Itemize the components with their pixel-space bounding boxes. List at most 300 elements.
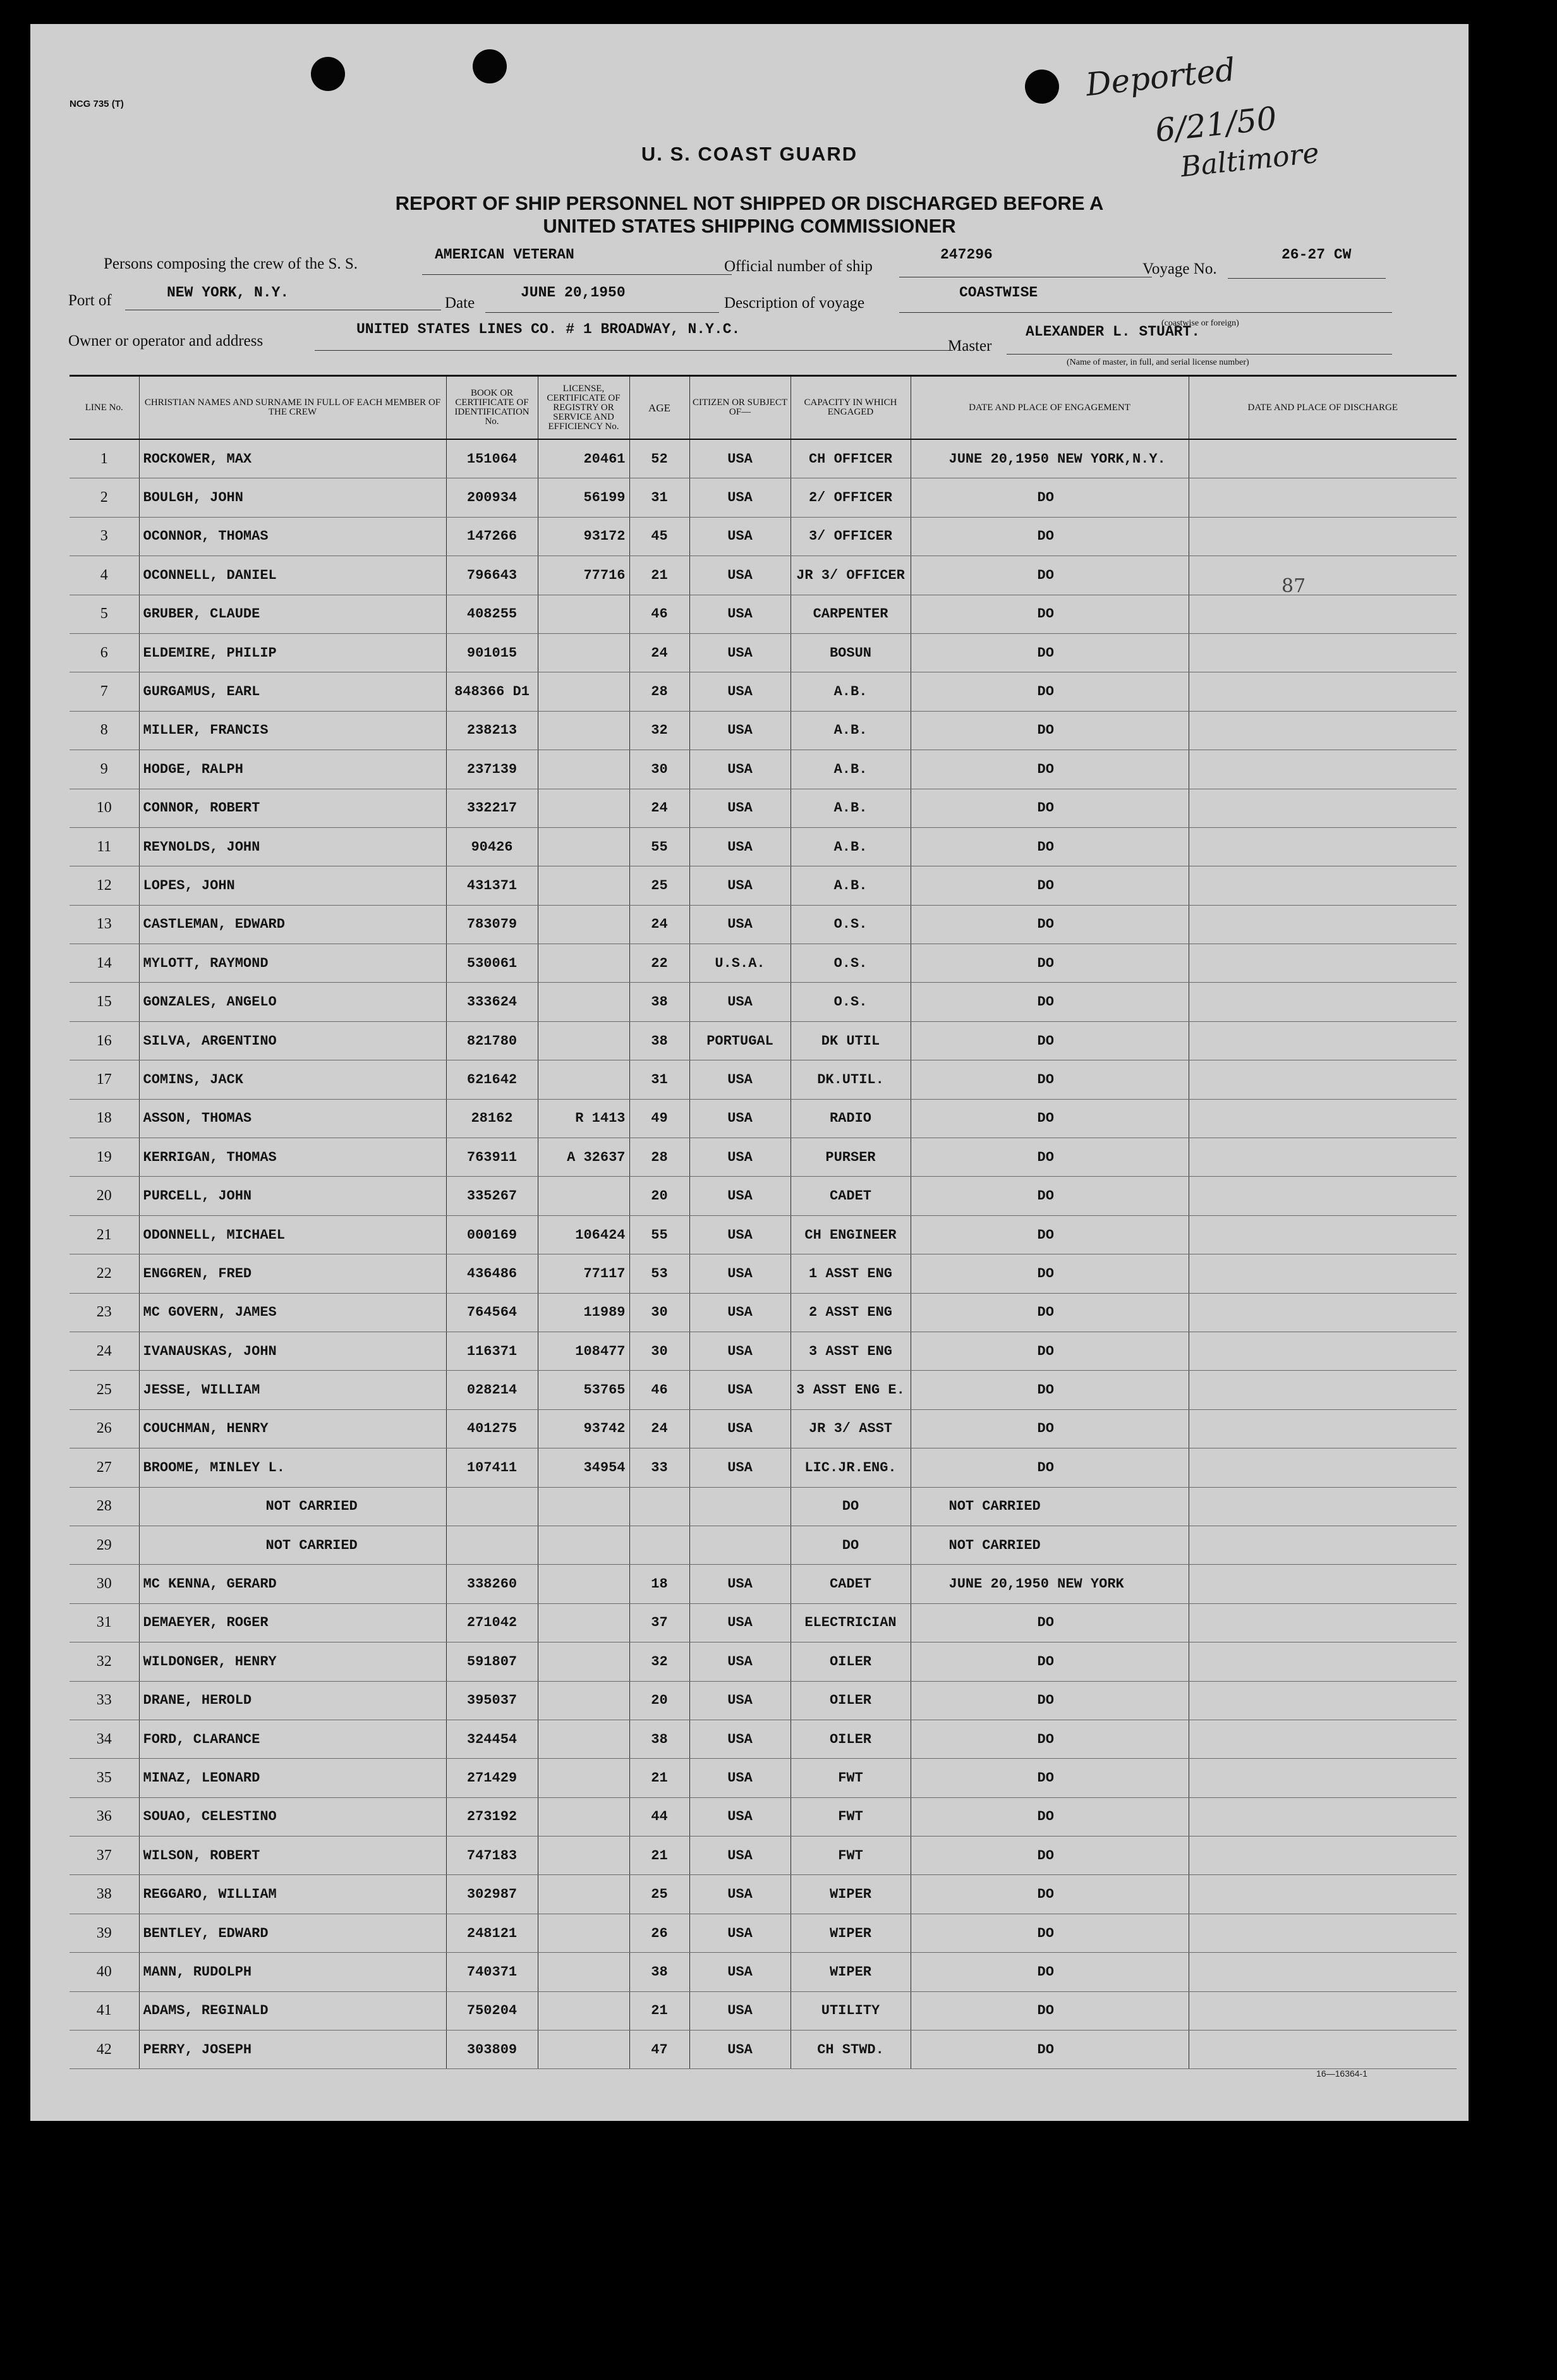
master-hint: (Name of master, in full, and serial license number) xyxy=(1067,358,1249,367)
crew-name-cell: WILSON, ROBERT xyxy=(139,1837,446,1875)
license-number-cell xyxy=(538,983,629,1021)
port-label: Port of xyxy=(68,292,112,309)
discharge-cell xyxy=(1189,1138,1457,1177)
table-row xyxy=(70,1138,1457,1177)
crew-name-cell: CASTLEMAN, EDWARD xyxy=(139,905,446,944)
age-cell: 21 xyxy=(629,1759,689,1797)
discharge-cell xyxy=(1189,1021,1457,1060)
book-number-cell: 783079 xyxy=(446,905,538,944)
age-cell: 44 xyxy=(629,1797,689,1836)
book-number-cell: 000169 xyxy=(446,1215,538,1254)
book-number-cell: 747183 xyxy=(446,1837,538,1875)
license-number-cell: 106424 xyxy=(538,1215,629,1254)
line-number-cell: 14 xyxy=(70,944,139,983)
table-row xyxy=(70,1293,1457,1332)
book-number-cell: 591807 xyxy=(446,1642,538,1681)
discharge-cell xyxy=(1189,1215,1457,1254)
crew-name-cell: NOT CARRIED xyxy=(139,1526,446,1564)
license-number-cell xyxy=(538,1837,629,1875)
book-number-cell xyxy=(446,1487,538,1526)
handwritten-place: Baltimore xyxy=(1178,137,1321,184)
discharge-cell xyxy=(1189,827,1457,866)
table-row xyxy=(70,1409,1457,1448)
book-number-cell: 271042 xyxy=(446,1603,538,1642)
engagement-cell: DO xyxy=(911,1642,1189,1681)
capacity-cell: ELECTRICIAN xyxy=(791,1603,911,1642)
voyage-description: COASTWISE xyxy=(959,284,1038,301)
age-cell: 21 xyxy=(629,1837,689,1875)
citizenship-cell: USA xyxy=(689,517,791,556)
license-number-cell xyxy=(538,633,629,672)
engagement-cell: DO xyxy=(911,672,1189,711)
engagement-cell: DO xyxy=(911,1177,1189,1215)
age-cell xyxy=(629,1526,689,1564)
citizenship-cell: USA xyxy=(689,827,791,866)
citizenship-cell: USA xyxy=(689,1565,791,1603)
crew-name-cell: BOULGH, JOHN xyxy=(139,478,446,517)
crew-name-cell: REYNOLDS, JOHN xyxy=(139,827,446,866)
engagement-cell: DO xyxy=(911,517,1189,556)
book-number-cell: 750204 xyxy=(446,1991,538,2030)
table-row xyxy=(70,1720,1457,1758)
owner-address: UNITED STATES LINES CO. # 1 BROADWAY, N.Y.C. xyxy=(356,321,741,337)
discharge-cell xyxy=(1189,1448,1457,1487)
license-number-cell xyxy=(538,1526,629,1564)
license-number-cell: 77117 xyxy=(538,1254,629,1293)
crew-name-cell: IVANAUSKAS, JOHN xyxy=(139,1332,446,1370)
license-number-cell xyxy=(538,1642,629,1681)
license-number-cell xyxy=(538,2031,629,2069)
capacity-cell: 3 ASST ENG xyxy=(791,1332,911,1370)
citizenship-cell: USA xyxy=(689,439,791,478)
license-number-cell: 34954 xyxy=(538,1448,629,1487)
citizenship-cell: U.S.A. xyxy=(689,944,791,983)
line-number-cell: 41 xyxy=(70,1991,139,2030)
discharge-cell xyxy=(1189,439,1457,478)
engagement-cell: DO xyxy=(911,556,1189,595)
capacity-cell: CH OFFICER xyxy=(791,439,911,478)
table-row xyxy=(70,2031,1457,2069)
discharge-cell xyxy=(1189,1914,1457,1952)
capacity-cell: A.B. xyxy=(791,672,911,711)
line-number-cell: 5 xyxy=(70,595,139,633)
capacity-cell: FWT xyxy=(791,1837,911,1875)
book-number-cell: 436486 xyxy=(446,1254,538,1293)
crew-name-cell: MINAZ, LEONARD xyxy=(139,1759,446,1797)
citizenship-cell: USA xyxy=(689,2031,791,2069)
book-number-cell: 763911 xyxy=(446,1138,538,1177)
license-number-cell xyxy=(538,789,629,827)
col-header-age: AGE xyxy=(629,376,689,440)
crew-name-cell: CONNOR, ROBERT xyxy=(139,789,446,827)
line-number-cell: 38 xyxy=(70,1875,139,1914)
book-number-cell: 395037 xyxy=(446,1681,538,1720)
capacity-cell: A.B. xyxy=(791,750,911,789)
table-row xyxy=(70,1215,1457,1254)
crew-name-cell: SOUAO, CELESTINO xyxy=(139,1797,446,1836)
citizenship-cell: USA xyxy=(689,905,791,944)
discharge-cell xyxy=(1189,1060,1457,1099)
age-cell: 53 xyxy=(629,1254,689,1293)
crew-name-cell: DRANE, HEROLD xyxy=(139,1681,446,1720)
license-number-cell xyxy=(538,1603,629,1642)
discharge-cell xyxy=(1189,866,1457,905)
license-number-cell: 56199 xyxy=(538,478,629,517)
license-number-cell xyxy=(538,1681,629,1720)
official-number-label: Official number of ship xyxy=(724,258,873,275)
age-cell: 49 xyxy=(629,1099,689,1138)
license-number-cell xyxy=(538,595,629,633)
capacity-cell: WIPER xyxy=(791,1914,911,1952)
capacity-cell: DK UTIL xyxy=(791,1021,911,1060)
master-label: Master xyxy=(948,337,992,355)
citizenship-cell: PORTUGAL xyxy=(689,1021,791,1060)
crew-name-cell: OCONNOR, THOMAS xyxy=(139,517,446,556)
book-number-cell: 237139 xyxy=(446,750,538,789)
capacity-cell: FWT xyxy=(791,1797,911,1836)
book-number-cell: 401275 xyxy=(446,1409,538,1448)
capacity-cell: CADET xyxy=(791,1565,911,1603)
crew-name-cell: GURGAMUS, EARL xyxy=(139,672,446,711)
engagement-cell: DO xyxy=(911,1371,1189,1409)
book-number-cell: 848366 D1 xyxy=(446,672,538,711)
table-row xyxy=(70,1021,1457,1060)
discharge-cell xyxy=(1189,711,1457,750)
citizenship-cell: USA xyxy=(689,1371,791,1409)
engagement-cell: NOT CARRIED xyxy=(911,1487,1189,1526)
table-row xyxy=(70,750,1457,789)
citizenship-cell: USA xyxy=(689,1409,791,1448)
citizenship-cell: USA xyxy=(689,1603,791,1642)
age-cell: 45 xyxy=(629,517,689,556)
owner-label: Owner or operator and address xyxy=(68,332,264,349)
line-number-cell: 15 xyxy=(70,983,139,1021)
discharge-cell xyxy=(1189,1371,1457,1409)
discharge-cell xyxy=(1189,1837,1457,1875)
capacity-cell: CADET xyxy=(791,1177,911,1215)
field-underline xyxy=(899,312,1392,313)
engagement-cell: DO xyxy=(911,1215,1189,1254)
discharge-cell xyxy=(1189,595,1457,633)
capacity-cell: A.B. xyxy=(791,711,911,750)
engagement-cell: DO xyxy=(911,1953,1189,1991)
line-number-cell: 21 xyxy=(70,1215,139,1254)
capacity-cell: 2 ASST ENG xyxy=(791,1293,911,1332)
age-cell: 47 xyxy=(629,2031,689,2069)
age-cell: 30 xyxy=(629,1293,689,1332)
crew-name-cell: DEMAEYER, ROGER xyxy=(139,1603,446,1642)
line-number-cell: 16 xyxy=(70,1021,139,1060)
capacity-cell: 3/ OFFICER xyxy=(791,517,911,556)
engagement-cell: DO xyxy=(911,1759,1189,1797)
capacity-cell: 3 ASST ENG E. xyxy=(791,1371,911,1409)
citizenship-cell: USA xyxy=(689,1254,791,1293)
line-number-cell: 37 xyxy=(70,1837,139,1875)
discharge-cell xyxy=(1189,517,1457,556)
crew-name-cell: ASSON, THOMAS xyxy=(139,1099,446,1138)
line-number-cell: 23 xyxy=(70,1293,139,1332)
discharge-cell xyxy=(1189,633,1457,672)
crew-name-cell: COMINS, JACK xyxy=(139,1060,446,1099)
age-cell: 21 xyxy=(629,556,689,595)
crew-name-cell: BENTLEY, EDWARD xyxy=(139,1914,446,1952)
crew-name-cell: JESSE, WILLIAM xyxy=(139,1371,446,1409)
book-number-cell: 431371 xyxy=(446,866,538,905)
line-number-cell: 6 xyxy=(70,633,139,672)
license-number-cell: 53765 xyxy=(538,1371,629,1409)
citizenship-cell: USA xyxy=(689,711,791,750)
line-number-cell: 4 xyxy=(70,556,139,595)
book-number-cell: 28162 xyxy=(446,1099,538,1138)
punch-hole xyxy=(1025,70,1059,104)
capacity-cell: O.S. xyxy=(791,905,911,944)
citizenship-cell: USA xyxy=(689,1138,791,1177)
engagement-cell: DO xyxy=(911,1991,1189,2030)
engagement-cell: DO xyxy=(911,2031,1189,2069)
line-number-cell: 13 xyxy=(70,905,139,944)
capacity-cell: FWT xyxy=(791,1759,911,1797)
citizenship-cell: USA xyxy=(689,1759,791,1797)
crew-name-cell: COUCHMAN, HENRY xyxy=(139,1409,446,1448)
age-cell: 20 xyxy=(629,1177,689,1215)
crew-name-cell: KERRIGAN, THOMAS xyxy=(139,1138,446,1177)
col-header-discharge: DATE AND PLACE OF DISCHARGE xyxy=(1189,376,1457,440)
line-number-cell: 1 xyxy=(70,439,139,478)
license-number-cell xyxy=(538,827,629,866)
book-number-cell: 248121 xyxy=(446,1914,538,1952)
crew-name-cell: ROCKOWER, MAX xyxy=(139,439,446,478)
capacity-cell: O.S. xyxy=(791,983,911,1021)
engagement-cell: JUNE 20,1950 NEW YORK,N.Y. xyxy=(911,439,1189,478)
age-cell: 52 xyxy=(629,439,689,478)
age-cell xyxy=(629,1487,689,1526)
citizenship-cell: USA xyxy=(689,672,791,711)
col-header-capacity: CAPACITY IN WHICH ENGAGED xyxy=(791,376,911,440)
citizenship-cell: USA xyxy=(689,750,791,789)
table-row xyxy=(70,556,1457,595)
line-number-cell: 27 xyxy=(70,1448,139,1487)
age-cell: 32 xyxy=(629,711,689,750)
crew-name-cell: ADAMS, REGINALD xyxy=(139,1991,446,2030)
age-cell: 22 xyxy=(629,944,689,983)
license-number-cell: 93172 xyxy=(538,517,629,556)
license-number-cell xyxy=(538,1759,629,1797)
book-number-cell: 90426 xyxy=(446,827,538,866)
handwritten-margin-number: 87 xyxy=(1281,575,1306,597)
age-cell: 37 xyxy=(629,1603,689,1642)
book-number-cell: 408255 xyxy=(446,595,538,633)
discharge-cell xyxy=(1189,1681,1457,1720)
field-underline xyxy=(1007,354,1392,355)
book-number-cell: 901015 xyxy=(446,633,538,672)
book-number-cell: 332217 xyxy=(446,789,538,827)
citizenship-cell: USA xyxy=(689,1642,791,1681)
discharge-cell xyxy=(1189,1487,1457,1526)
license-number-cell xyxy=(538,750,629,789)
description-label: Description of voyage xyxy=(724,294,865,312)
citizenship-cell: USA xyxy=(689,1099,791,1138)
book-number-cell: 740371 xyxy=(446,1953,538,1991)
field-underline xyxy=(422,274,732,275)
age-cell: 38 xyxy=(629,1720,689,1758)
table-header-row xyxy=(70,376,1457,440)
table-row xyxy=(70,478,1457,517)
capacity-cell: UTILITY xyxy=(791,1991,911,2030)
crew-of-label: Persons composing the crew of the S. S. xyxy=(104,255,358,272)
engagement-cell: DO xyxy=(911,478,1189,517)
engagement-cell: DO xyxy=(911,1409,1189,1448)
discharge-cell xyxy=(1189,905,1457,944)
crew-table xyxy=(70,375,1457,2069)
discharge-cell xyxy=(1189,789,1457,827)
discharge-cell xyxy=(1189,983,1457,1021)
engagement-cell: DO xyxy=(911,1138,1189,1177)
citizenship-cell: USA xyxy=(689,478,791,517)
book-number-cell: 764564 xyxy=(446,1293,538,1332)
crew-name-cell: LOPES, JOHN xyxy=(139,866,446,905)
citizenship-cell: USA xyxy=(689,595,791,633)
table-row xyxy=(70,789,1457,827)
citizenship-cell: USA xyxy=(689,1797,791,1836)
license-number-cell xyxy=(538,866,629,905)
capacity-cell: JR 3/ OFFICER xyxy=(791,556,911,595)
engagement-cell: DO xyxy=(911,1720,1189,1758)
table-row xyxy=(70,1448,1457,1487)
line-number-cell: 10 xyxy=(70,789,139,827)
age-cell: 24 xyxy=(629,1409,689,1448)
table-row xyxy=(70,1526,1457,1564)
line-number-cell: 18 xyxy=(70,1099,139,1138)
capacity-cell: PURSER xyxy=(791,1138,911,1177)
official-number: 247296 xyxy=(940,246,993,263)
citizenship-cell: USA xyxy=(689,983,791,1021)
engagement-cell: DO xyxy=(911,1603,1189,1642)
capacity-cell: WIPER xyxy=(791,1875,911,1914)
report-title-line2: UNITED STATES SHIPPING COMMISSIONER xyxy=(543,215,956,237)
citizenship-cell: USA xyxy=(689,1720,791,1758)
field-underline xyxy=(1228,278,1386,279)
capacity-cell: A.B. xyxy=(791,866,911,905)
discharge-cell xyxy=(1189,556,1457,595)
citizenship-cell: USA xyxy=(689,633,791,672)
citizenship-cell: USA xyxy=(689,1293,791,1332)
col-header-line: LINE No. xyxy=(70,376,139,440)
age-cell: 38 xyxy=(629,1953,689,1991)
book-number-cell: 303809 xyxy=(446,2031,538,2069)
table-row xyxy=(70,827,1457,866)
line-number-cell: 33 xyxy=(70,1681,139,1720)
table-row xyxy=(70,983,1457,1021)
book-number-cell: 200934 xyxy=(446,478,538,517)
capacity-cell: OILER xyxy=(791,1720,911,1758)
book-number-cell: 530061 xyxy=(446,944,538,983)
license-number-cell: A 32637 xyxy=(538,1138,629,1177)
table-row xyxy=(70,1914,1457,1952)
table-row xyxy=(70,1991,1457,2030)
line-number-cell: 19 xyxy=(70,1138,139,1177)
line-number-cell: 28 xyxy=(70,1487,139,1526)
engagement-cell: DO xyxy=(911,944,1189,983)
book-number-cell: 621642 xyxy=(446,1060,538,1099)
discharge-cell xyxy=(1189,1603,1457,1642)
age-cell: 20 xyxy=(629,1681,689,1720)
col-header-citizen: CITIZEN OR SUBJECT OF— xyxy=(689,376,791,440)
book-number-cell: 821780 xyxy=(446,1021,538,1060)
citizenship-cell: USA xyxy=(689,1060,791,1099)
crew-name-cell: ELDEMIRE, PHILIP xyxy=(139,633,446,672)
line-number-cell: 40 xyxy=(70,1953,139,1991)
engagement-cell: DO xyxy=(911,711,1189,750)
table-row xyxy=(70,1642,1457,1681)
age-cell: 25 xyxy=(629,1875,689,1914)
license-number-cell xyxy=(538,711,629,750)
table-row xyxy=(70,1371,1457,1409)
age-cell: 24 xyxy=(629,905,689,944)
engagement-cell: DO xyxy=(911,1254,1189,1293)
license-number-cell xyxy=(538,1565,629,1603)
discharge-cell xyxy=(1189,478,1457,517)
crew-name-cell: REGGARO, WILLIAM xyxy=(139,1875,446,1914)
crew-name-cell: WILDONGER, HENRY xyxy=(139,1642,446,1681)
license-number-cell xyxy=(538,905,629,944)
citizenship-cell: USA xyxy=(689,789,791,827)
discharge-cell xyxy=(1189,1565,1457,1603)
book-number-cell: 338260 xyxy=(446,1565,538,1603)
table-row xyxy=(70,1797,1457,1836)
discharge-cell xyxy=(1189,672,1457,711)
discharge-cell xyxy=(1189,1332,1457,1370)
crew-name-cell: ENGGREN, FRED xyxy=(139,1254,446,1293)
engagement-cell: JUNE 20,1950 NEW YORK xyxy=(911,1565,1189,1603)
citizenship-cell: USA xyxy=(689,1991,791,2030)
line-number-cell: 2 xyxy=(70,478,139,517)
line-number-cell: 3 xyxy=(70,517,139,556)
engagement-cell: DO xyxy=(911,905,1189,944)
book-number-cell: 796643 xyxy=(446,556,538,595)
book-number-cell xyxy=(446,1526,538,1564)
table-row xyxy=(70,517,1457,556)
field-underline xyxy=(315,350,953,351)
citizenship-cell: USA xyxy=(689,1681,791,1720)
crew-name-cell: MYLOTT, RAYMOND xyxy=(139,944,446,983)
age-cell: 55 xyxy=(629,1215,689,1254)
discharge-cell xyxy=(1189,1875,1457,1914)
discharge-cell xyxy=(1189,1099,1457,1138)
capacity-cell: DO xyxy=(791,1526,911,1564)
col-header-book: BOOK OR CERTIFICATE OF IDENTIFICATION No. xyxy=(446,376,538,440)
book-number-cell: 151064 xyxy=(446,439,538,478)
table-row xyxy=(70,944,1457,983)
line-number-cell: 32 xyxy=(70,1642,139,1681)
discharge-cell xyxy=(1189,1293,1457,1332)
field-underline xyxy=(485,312,719,313)
engagement-cell: DO xyxy=(911,1837,1189,1875)
handwritten-note: Deported xyxy=(1084,51,1237,104)
citizenship-cell: USA xyxy=(689,556,791,595)
crew-name-cell: FORD, CLARANCE xyxy=(139,1720,446,1758)
capacity-cell: BOSUN xyxy=(791,633,911,672)
line-number-cell: 11 xyxy=(70,827,139,866)
table-row xyxy=(70,633,1457,672)
capacity-cell: RADIO xyxy=(791,1099,911,1138)
license-number-cell xyxy=(538,1021,629,1060)
age-cell: 32 xyxy=(629,1642,689,1681)
discharge-cell xyxy=(1189,1797,1457,1836)
engagement-cell: DO xyxy=(911,750,1189,789)
engagement-cell: DO xyxy=(911,1448,1189,1487)
age-cell: 28 xyxy=(629,672,689,711)
age-cell: 38 xyxy=(629,1021,689,1060)
